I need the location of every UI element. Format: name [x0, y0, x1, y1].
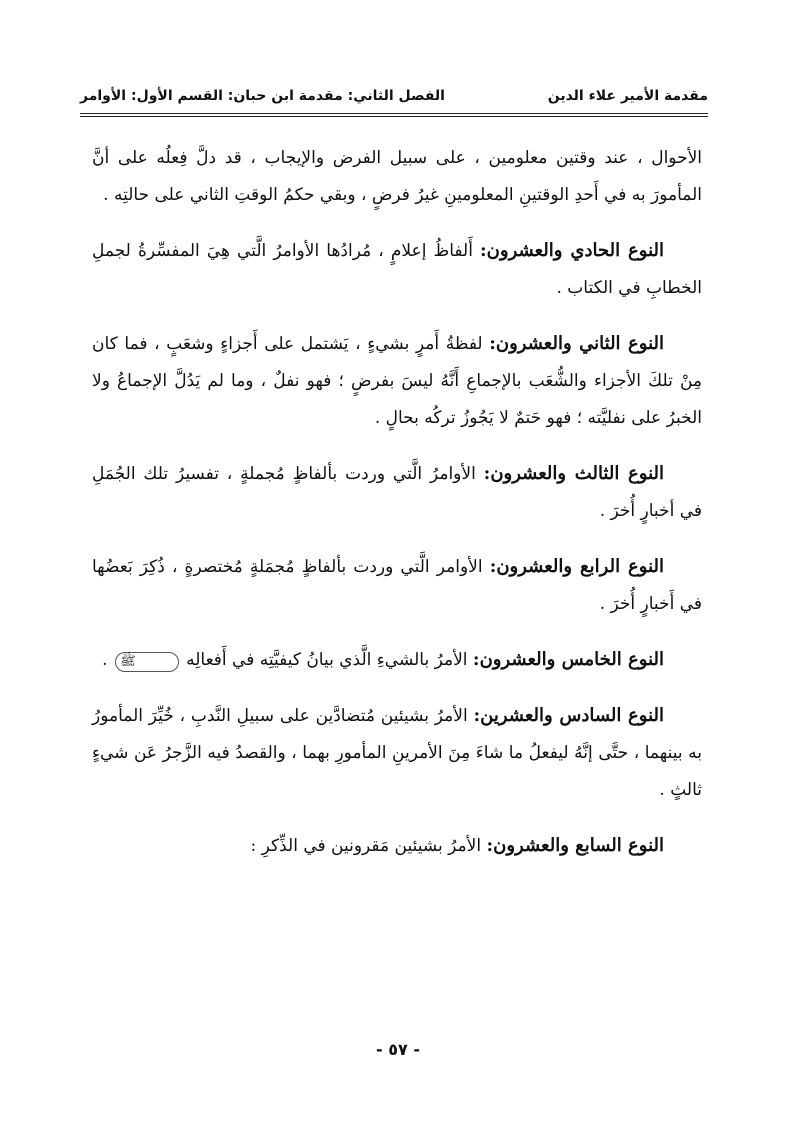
running-header: [80, 86, 708, 110]
paragraph-type-27: [92, 827, 702, 865]
page-number: - ٥٧ -: [376, 1040, 420, 1059]
paragraph-text: الأوامرُ الَّتي وردت بألفاظٍ مُجملةٍ ، تفسيرُ تلك الجُمَلِ في أخبارٍ أُخرَ .: [92, 464, 702, 521]
book-title: مقدمة الأمير علاء الدين: [547, 88, 708, 104]
type-heading: النوع الثالث والعشرون:: [483, 463, 665, 484]
paragraph-tail: .: [102, 650, 113, 670]
paragraph-text: الأمرُ بالشيءِ الَّذي بيانُ كيفيَّتِه في أَفعالِه: [186, 650, 468, 670]
paragraph-text: الأحوال ، عند وقتين معلومين ، على سبيل الفرض والإيجاب ، قد دلَّ فِعلُه على أنَّ المأمورَ به في أَحدِ الوقتينِ المعلومينِ غيرُ فرضٍ ، وبقي حكمُ الوقتِ الثاني على حالتِه .: [92, 148, 702, 205]
paragraph-text: الأوامر الَّتي وردت بألفاظٍ مُجمَلةٍ مُختصرةٍ ، ذُكِرَ بَعضُها في أَخبارٍ أُخرَ .: [92, 557, 702, 614]
paragraph-type-21: [92, 232, 702, 307]
type-heading: النوع الثاني والعشرون:: [489, 333, 665, 354]
type-heading: النوع الحادي والعشرون:: [480, 240, 665, 261]
paragraph-text: الأمرُ بشيئين مُتضادَّين على سبيلِ النَّدبِ ، خُيِّرَ المأمورُ به بينهما ، حتَّى إنَّهُ ليفعلُ ما شاءَ مِنَ الأمرينِ المأمورِ بهما ، والقصدُ فيه الزَّجرُ عَن شيءٍ ثالثٍ .: [92, 706, 702, 800]
paragraph-continuation: [92, 140, 702, 214]
type-heading: النوع السادس والعشرين:: [473, 705, 664, 726]
section-title: الفصل الثاني: مقدمة ابن حبان: القسم الأول: الأوامر: [80, 88, 445, 104]
page-body: [92, 140, 702, 883]
paragraph-text: الأمرُ بشيئين مَقرونين في الذِّكرِ :: [250, 836, 482, 856]
salutation-glyph: ﷺ: [115, 652, 179, 672]
header-rule: [80, 113, 708, 117]
paragraph-type-26: [92, 697, 702, 809]
type-heading: النوع الخامس والعشرون:: [472, 649, 664, 670]
paragraph-type-22: [92, 325, 702, 437]
type-heading: النوع السابع والعشرون:: [486, 835, 664, 856]
paragraph-text: أَلفاظُ إعلامٍ ، مُرادُها الأوامرُ الَّتي هِيَ المفسِّرةُ لجملِ الخطابِ في الكتاب .: [92, 241, 702, 298]
type-heading: النوع الرابع والعشرون:: [489, 556, 664, 577]
paragraph-type-24: [92, 548, 702, 623]
paragraph-type-23: [92, 455, 702, 530]
paragraph-type-25: [92, 641, 702, 679]
paragraph-text: لفظةُ أَمرٍ بشيءٍ ، يَشتمل على أَجزاءٍ وشعَبٍ ، فما كان مِنْ تلكَ الأجزاء والشُّعَب بالإجماعِ أَنَّهُ ليسَ بفرضٍ ؛ فهو نفلٌ ، وما لم يَدُلَّ الإجماعُ ولا الخبرُ على نفليَّته ؛ فهو حَتمٌ لا يَجُوزُ تركُه بحالٍ .: [92, 334, 702, 428]
